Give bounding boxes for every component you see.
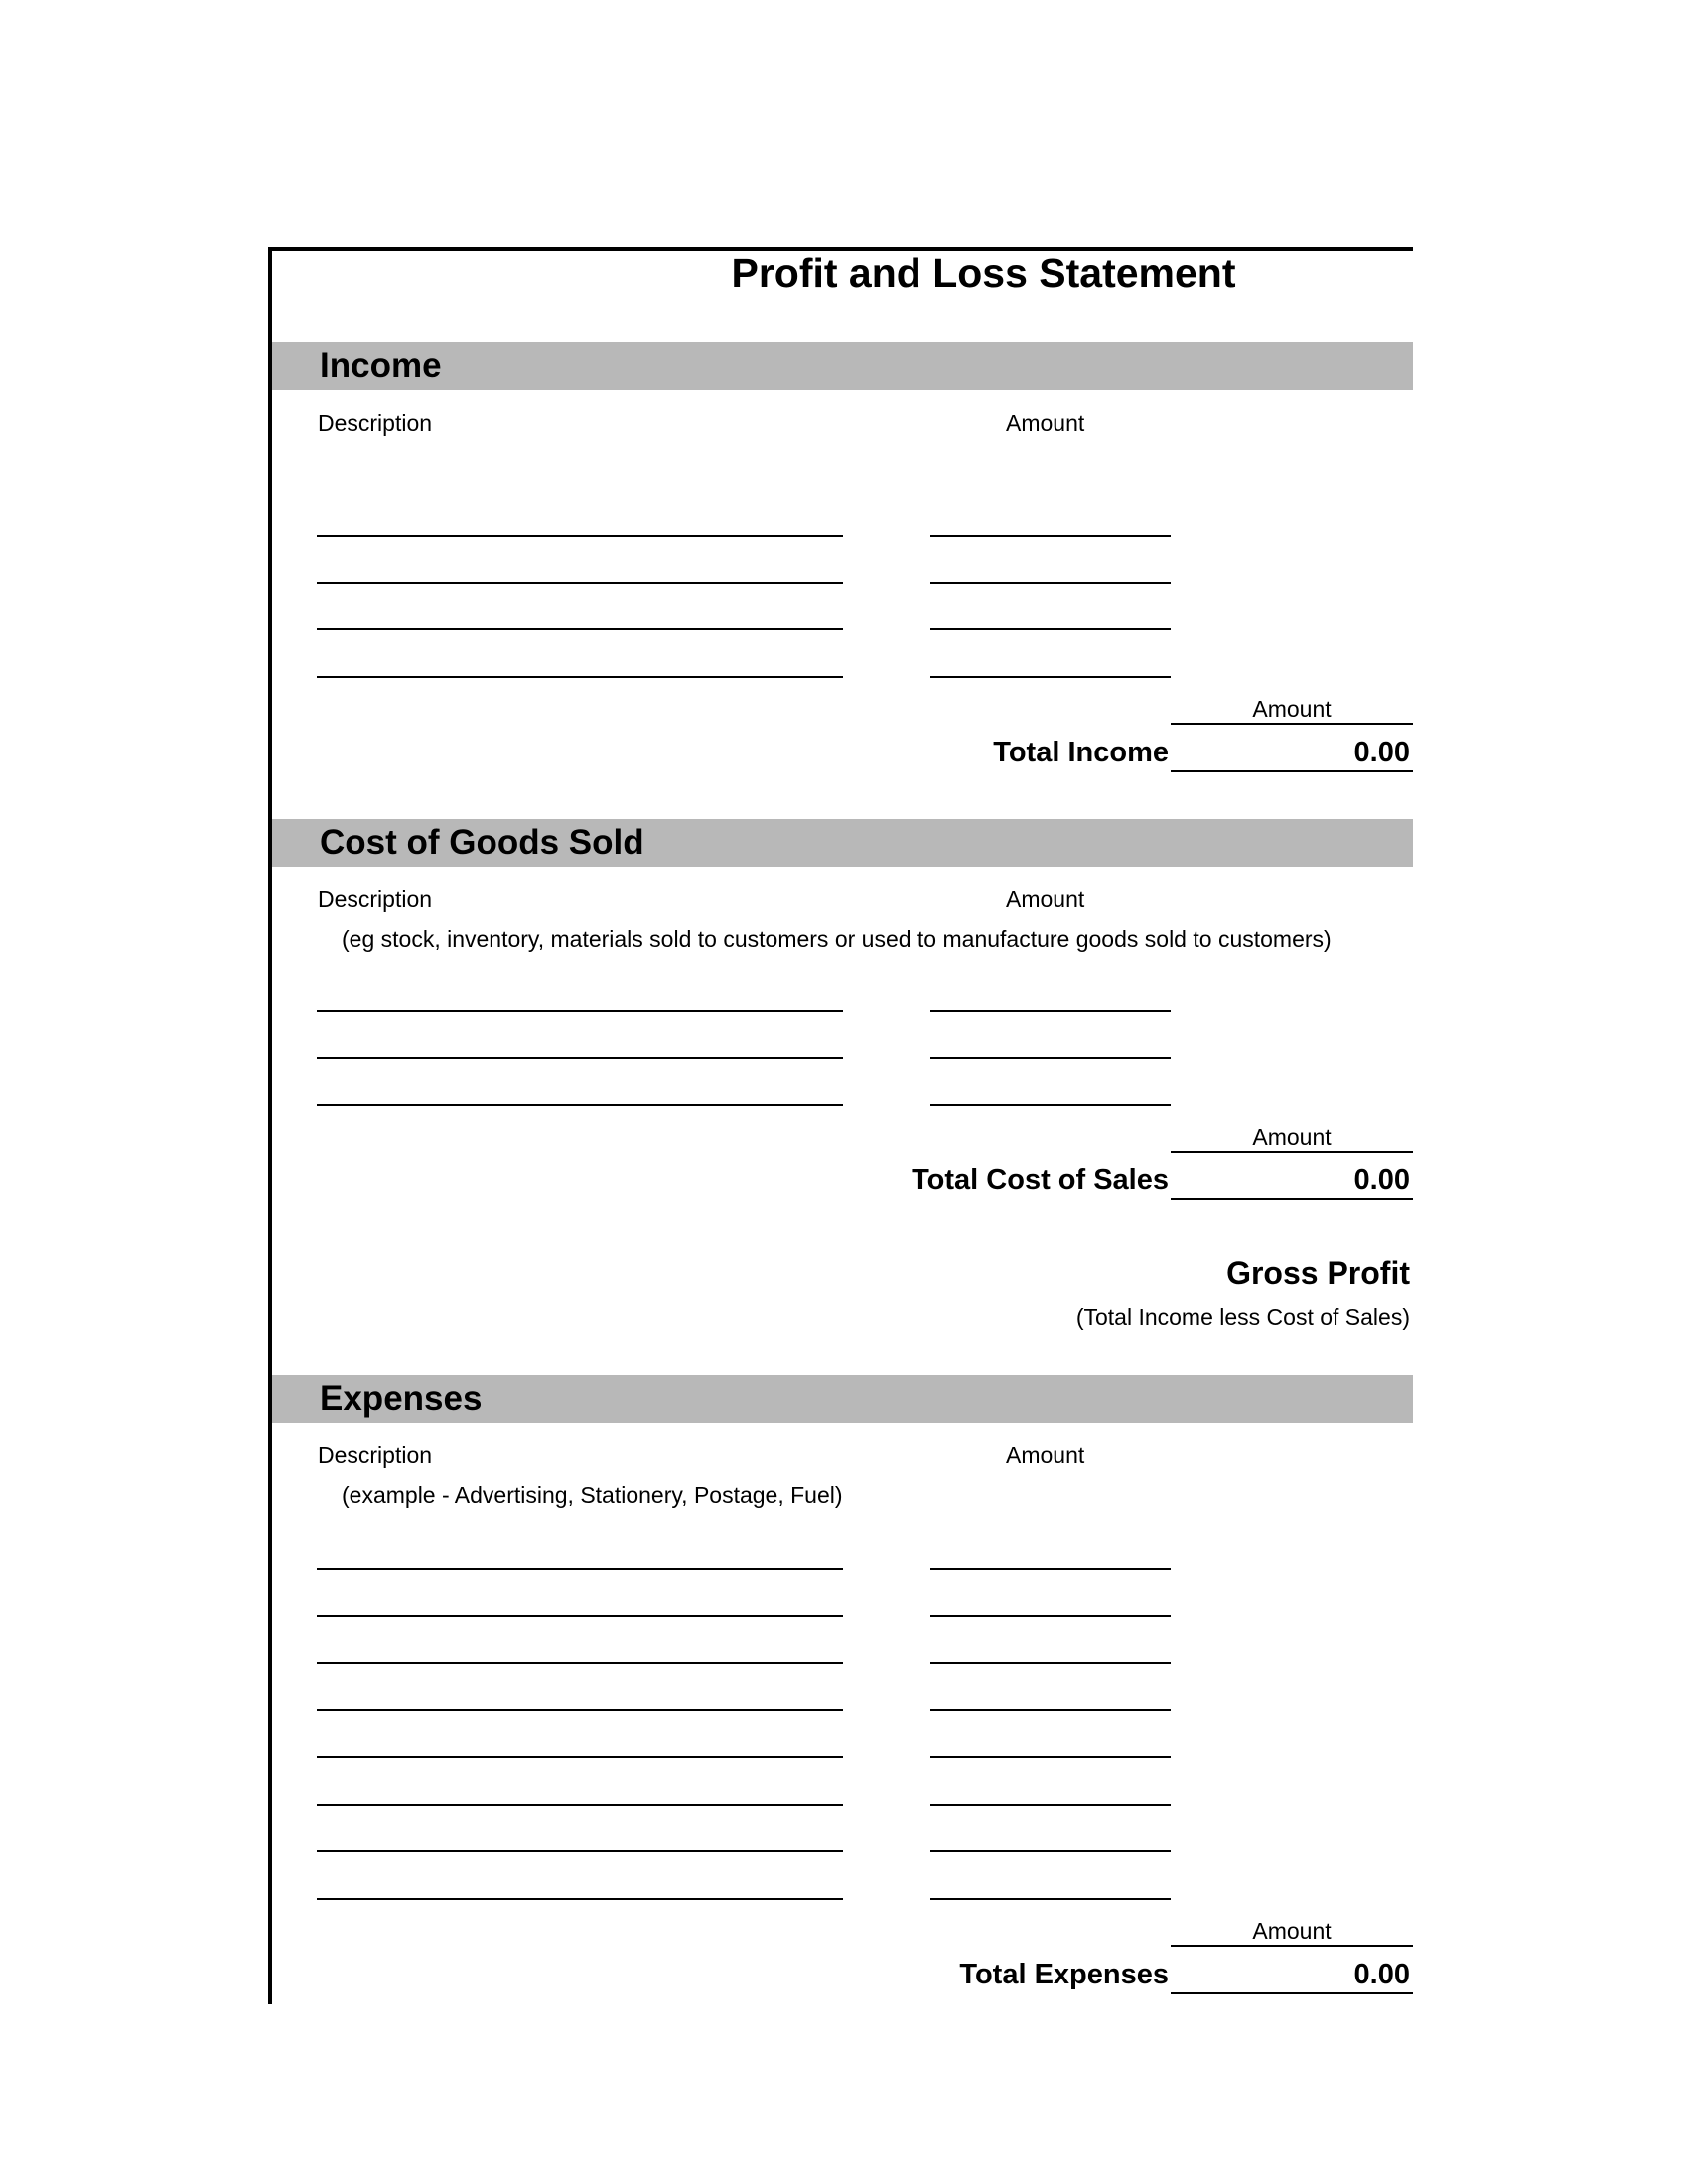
income-heading: Income: [320, 346, 442, 385]
income-total-top-rule: [1171, 723, 1413, 725]
income-description-field[interactable]: [317, 628, 843, 630]
expense-amount-field[interactable]: [930, 1568, 1171, 1570]
income-amount-field[interactable]: [930, 582, 1171, 584]
expenses-total-bottom-rule: [1171, 1992, 1413, 1994]
total-expenses-value[interactable]: 0.00: [1353, 1959, 1410, 1990]
cogs-section-header: [272, 819, 1413, 867]
expense-description-field[interactable]: [317, 1615, 843, 1617]
cogs-total-bottom-rule: [1171, 1198, 1413, 1200]
income-amount-field[interactable]: [930, 535, 1171, 537]
expenses-note: (example - Advertising, Stationery, Postage, Fuel): [342, 1482, 843, 1508]
total-income-value[interactable]: 0.00: [1353, 737, 1410, 768]
cogs-total-top-rule: [1171, 1151, 1413, 1153]
cogs-heading: Cost of Goods Sold: [320, 823, 644, 862]
total-cost-of-sales-value[interactable]: 0.00: [1353, 1164, 1410, 1196]
expenses-description-label: Description: [318, 1442, 433, 1468]
income-section-header: [272, 342, 1413, 390]
income-amount-label: Amount: [1006, 410, 1085, 436]
expenses-total-top-rule: [1171, 1945, 1413, 1947]
cogs-description-label: Description: [318, 887, 433, 912]
cogs-total-amount-header: Amount: [1252, 1124, 1332, 1150]
expenses-heading: Expenses: [320, 1379, 483, 1418]
expense-amount-field[interactable]: [930, 1709, 1171, 1711]
expense-amount-field[interactable]: [930, 1615, 1171, 1617]
expenses-section-header: [272, 1375, 1413, 1423]
total-income-label: Total Income: [993, 737, 1169, 768]
income-description-field[interactable]: [317, 582, 843, 584]
income-description-field[interactable]: [317, 535, 843, 537]
expense-amount-field[interactable]: [930, 1850, 1171, 1852]
income-amount-field[interactable]: [930, 676, 1171, 678]
income-amount-field[interactable]: [930, 628, 1171, 630]
income-description-label: Description: [318, 410, 433, 436]
cogs-amount-field[interactable]: [930, 1010, 1171, 1012]
total-expenses-label: Total Expenses: [959, 1959, 1169, 1990]
page-title: Profit and Loss Statement: [731, 250, 1236, 296]
expense-description-field[interactable]: [317, 1709, 843, 1711]
cogs-description-field[interactable]: [317, 1010, 843, 1012]
expense-description-field[interactable]: [317, 1756, 843, 1758]
cogs-amount-field[interactable]: [930, 1104, 1171, 1106]
expense-description-field[interactable]: [317, 1850, 843, 1852]
income-total-amount-header: Amount: [1252, 696, 1332, 722]
expense-amount-field[interactable]: [930, 1804, 1171, 1806]
expense-amount-field[interactable]: [930, 1662, 1171, 1664]
expense-amount-field[interactable]: [930, 1898, 1171, 1900]
cogs-description-field[interactable]: [317, 1057, 843, 1059]
cogs-amount-label: Amount: [1006, 887, 1085, 912]
gross-profit-note: (Total Income less Cost of Sales): [1075, 1304, 1410, 1330]
frame-left-border: [268, 247, 272, 2004]
income-total-bottom-rule: [1171, 770, 1413, 772]
expenses-total-amount-header: Amount: [1252, 1918, 1332, 1944]
gross-profit-label: Gross Profit: [1226, 1255, 1410, 1291]
cogs-description-field[interactable]: [317, 1104, 843, 1106]
expense-description-field[interactable]: [317, 1568, 843, 1570]
expense-description-field[interactable]: [317, 1662, 843, 1664]
expense-amount-field[interactable]: [930, 1756, 1171, 1758]
cogs-note: (eg stock, inventory, materials sold to customers or used to manufacture goods sold to customers): [342, 926, 1332, 952]
cogs-amount-field[interactable]: [930, 1057, 1171, 1059]
expenses-amount-label: Amount: [1006, 1442, 1085, 1468]
total-cost-of-sales-label: Total Cost of Sales: [912, 1164, 1169, 1196]
expense-description-field[interactable]: [317, 1898, 843, 1900]
income-description-field[interactable]: [317, 676, 843, 678]
expense-description-field[interactable]: [317, 1804, 843, 1806]
